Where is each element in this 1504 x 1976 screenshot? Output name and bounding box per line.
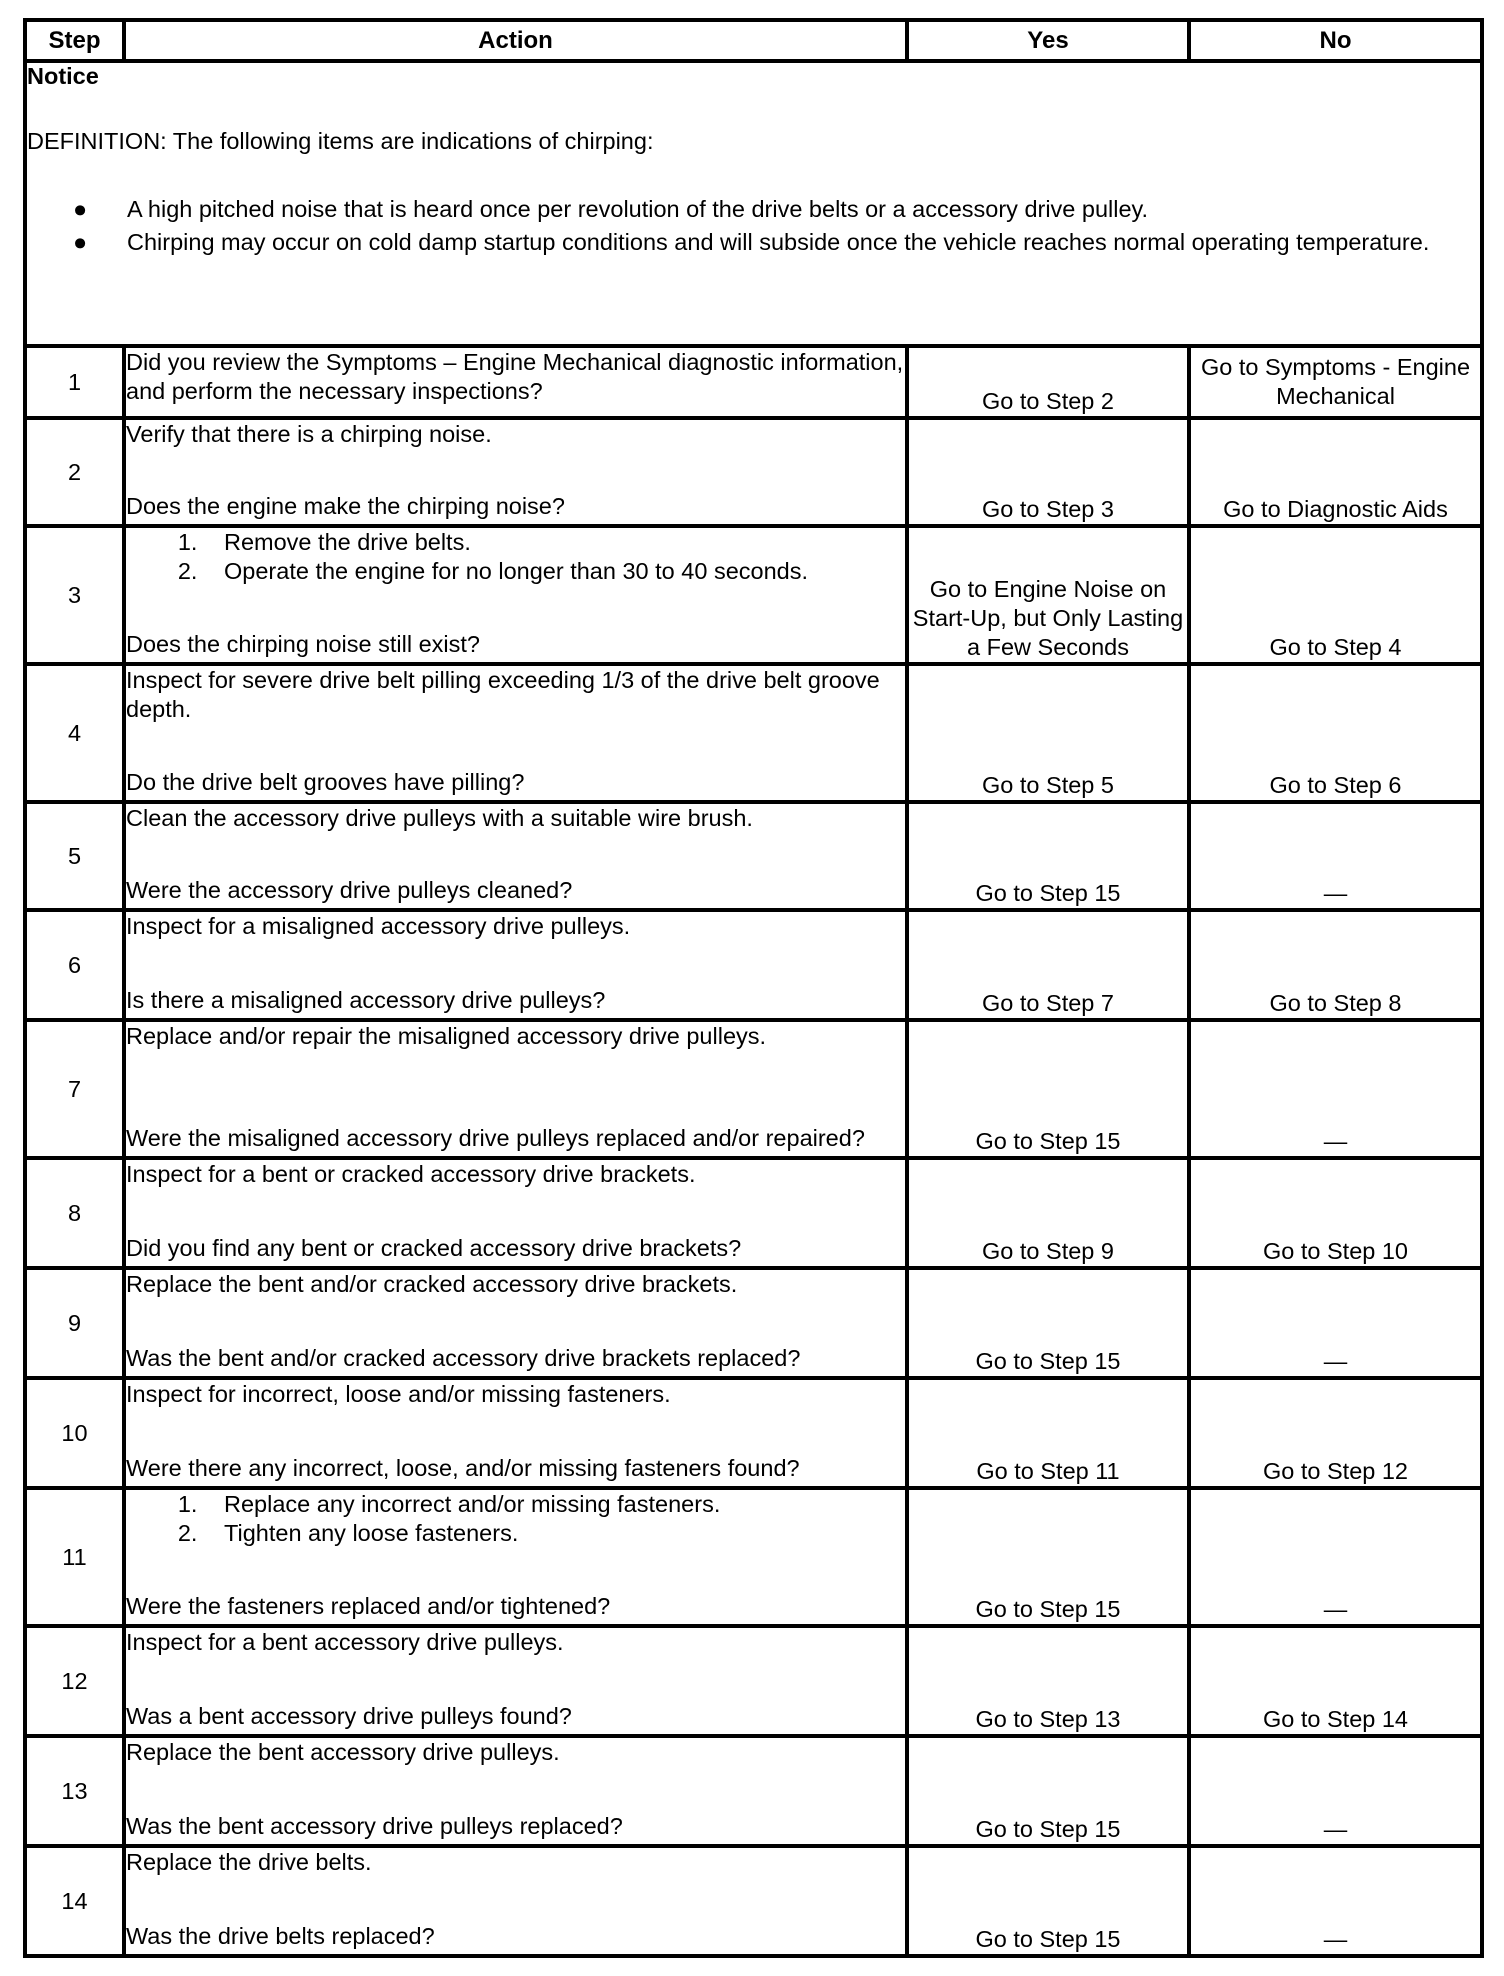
step-action <box>124 346 907 418</box>
step-number: 4 <box>25 664 124 802</box>
yes-result: Go to Step 15 <box>907 1846 1189 1956</box>
notice-definition: DEFINITION: The following items are indications of chirping: <box>27 128 654 154</box>
step-row <box>25 802 1482 910</box>
action-question: Were there any incorrect, loose, and/or missing fasteners found? <box>126 1455 800 1481</box>
step-number: 7 <box>25 1020 124 1158</box>
step-row <box>25 1158 1482 1268</box>
yes-result: Go to Step 13 <box>907 1626 1189 1736</box>
action-instruction: Inspect for a bent or cracked accessory drive brackets. <box>126 1161 696 1187</box>
no-result: Go to Step 4 <box>1189 526 1482 664</box>
step-action <box>124 910 907 1020</box>
no-result: — <box>1189 1488 1482 1626</box>
yes-result: Go to Step 7 <box>907 910 1189 1020</box>
action-question: Were the misaligned accessory drive pulleys replaced and/or repaired? <box>126 1125 865 1151</box>
step-row <box>25 664 1482 802</box>
bullet-icon: ● <box>73 229 88 255</box>
action-steps-list <box>126 528 905 586</box>
action-instruction: Replace the bent and/or cracked accessory drive brackets. <box>126 1271 738 1297</box>
step-row <box>25 910 1482 1020</box>
step-action <box>124 526 907 664</box>
action-question: Did you find any bent or cracked accessory drive brackets? <box>126 1235 742 1261</box>
step-row <box>25 1378 1482 1488</box>
action-instruction: Replace the bent accessory drive pulleys. <box>126 1739 560 1765</box>
no-result: Go to Step 12 <box>1189 1378 1482 1488</box>
step-action <box>124 1020 907 1158</box>
step-number: 5 <box>25 802 124 910</box>
action-question: Does the chirping noise still exist? <box>126 631 480 657</box>
no-result: — <box>1189 1846 1482 1956</box>
no-result: — <box>1189 1268 1482 1378</box>
step-number: 11 <box>25 1488 124 1626</box>
action-question: Was the bent and/or cracked accessory drive brackets replaced? <box>126 1345 801 1371</box>
notice-box <box>25 61 1482 346</box>
step-number: 2 <box>25 418 124 526</box>
step-row <box>25 346 1482 418</box>
step-action <box>124 1736 907 1846</box>
step-row <box>25 1846 1482 1956</box>
step-action <box>124 1378 907 1488</box>
step-number: 8 <box>25 1158 124 1268</box>
no-result: — <box>1189 1736 1482 1846</box>
action-steps-list <box>126 1490 905 1548</box>
step-row <box>25 1626 1482 1736</box>
action-step-item: 1. Replace any incorrect and/or missing fasteners. <box>204 1490 905 1519</box>
header-action: Action <box>124 20 907 61</box>
step-row <box>25 1268 1482 1378</box>
step-row <box>25 1736 1482 1846</box>
action-instruction: Verify that there is a chirping noise. <box>126 421 492 447</box>
step-action <box>124 1158 907 1268</box>
step-action <box>124 1488 907 1626</box>
notice-bullet-text: Chirping may occur on cold damp startup conditions and will subside once the vehicle reaches normal operating temperature. <box>127 229 1430 255</box>
action-question: Was the drive belts replaced? <box>126 1923 435 1949</box>
notice-row <box>25 61 1482 346</box>
step-number: 3 <box>25 526 124 664</box>
step-row <box>25 1488 1482 1626</box>
action-question: Was the bent accessory drive pulleys replaced? <box>126 1813 623 1839</box>
action-instruction: Inspect for a misaligned accessory drive pulleys. <box>126 913 631 939</box>
step-row <box>25 418 1482 526</box>
notice-bullet <box>73 228 1480 257</box>
yes-result: Go to Engine Noise on Start-Up, but Only Lasting a Few Seconds <box>907 526 1189 664</box>
notice-bullet <box>73 195 1480 224</box>
no-result: Go to Symptoms - Engine Mechanical <box>1189 346 1482 418</box>
step-action <box>124 1846 907 1956</box>
header-row <box>25 20 1482 61</box>
yes-result: Go to Step 15 <box>907 1020 1189 1158</box>
action-question: Were the accessory drive pulleys cleaned? <box>126 877 573 903</box>
no-result: Go to Step 14 <box>1189 1626 1482 1736</box>
yes-result: Go to Step 3 <box>907 418 1189 526</box>
yes-result: Go to Step 15 <box>907 1268 1189 1378</box>
no-result: — <box>1189 1020 1482 1158</box>
action-question: Does the engine make the chirping noise? <box>126 493 565 519</box>
action-question: Is there a misaligned accessory drive pulleys? <box>126 987 606 1013</box>
yes-result: Go to Step 9 <box>907 1158 1189 1268</box>
step-action <box>124 802 907 910</box>
yes-result: Go to Step 15 <box>907 1488 1189 1626</box>
step-action <box>124 418 907 526</box>
notice-title: Notice <box>27 63 99 89</box>
no-result: Go to Diagnostic Aids <box>1189 418 1482 526</box>
step-number: 6 <box>25 910 124 1020</box>
no-result: Go to Step 8 <box>1189 910 1482 1020</box>
no-result: — <box>1189 802 1482 910</box>
action-question: Were the fasteners replaced and/or tightened? <box>126 1593 611 1619</box>
yes-result: Go to Step 15 <box>907 1736 1189 1846</box>
yes-result: Go to Step 5 <box>907 664 1189 802</box>
diagnostic-table <box>23 18 1484 1958</box>
action-instruction: Replace and/or repair the misaligned accessory drive pulleys. <box>126 1023 767 1049</box>
action-question: Do the drive belt grooves have pilling? <box>126 769 525 795</box>
action-instruction: Inspect for a bent accessory drive pulleys. <box>126 1629 564 1655</box>
action-question: Was a bent accessory drive pulleys found? <box>126 1703 572 1729</box>
step-number: 13 <box>25 1736 124 1846</box>
notice-bullet-text: A high pitched noise that is heard once per revolution of the drive belts or a accessory drive pulley. <box>127 196 1149 222</box>
step-number: 10 <box>25 1378 124 1488</box>
header-no: No <box>1189 20 1482 61</box>
action-instruction: Clean the accessory drive pulleys with a suitable wire brush. <box>126 805 753 831</box>
step-action <box>124 1626 907 1736</box>
notice-bullet-list <box>27 195 1480 257</box>
yes-result: Go to Step 15 <box>907 802 1189 910</box>
yes-result: Go to Step 2 <box>907 346 1189 418</box>
step-row <box>25 1020 1482 1158</box>
header-yes: Yes <box>907 20 1189 61</box>
step-action <box>124 664 907 802</box>
bullet-icon: ● <box>73 196 88 222</box>
action-step-item: 2. Operate the engine for no longer than 30 to 40 seconds. <box>204 557 905 586</box>
no-result: Go to Step 10 <box>1189 1158 1482 1268</box>
step-row <box>25 526 1482 664</box>
no-result: Go to Step 6 <box>1189 664 1482 802</box>
step-number: 1 <box>25 346 124 418</box>
yes-result: Go to Step 11 <box>907 1378 1189 1488</box>
step-number: 14 <box>25 1846 124 1956</box>
step-number: 12 <box>25 1626 124 1736</box>
action-instruction: Inspect for severe drive belt pilling exceeding 1/3 of the drive belt groove depth. <box>126 667 880 722</box>
step-action <box>124 1268 907 1378</box>
step-number: 9 <box>25 1268 124 1378</box>
header-step: Step <box>25 20 124 61</box>
action-step-item: 2. Tighten any loose fasteners. <box>204 1519 905 1548</box>
action-instruction: Did you review the Symptoms – Engine Mechanical diagnostic information, and perform the necessary inspections? <box>126 349 904 404</box>
action-instruction: Inspect for incorrect, loose and/or missing fasteners. <box>126 1381 671 1407</box>
action-step-item: 1. Remove the drive belts. <box>204 528 905 557</box>
action-instruction: Replace the drive belts. <box>126 1849 372 1875</box>
